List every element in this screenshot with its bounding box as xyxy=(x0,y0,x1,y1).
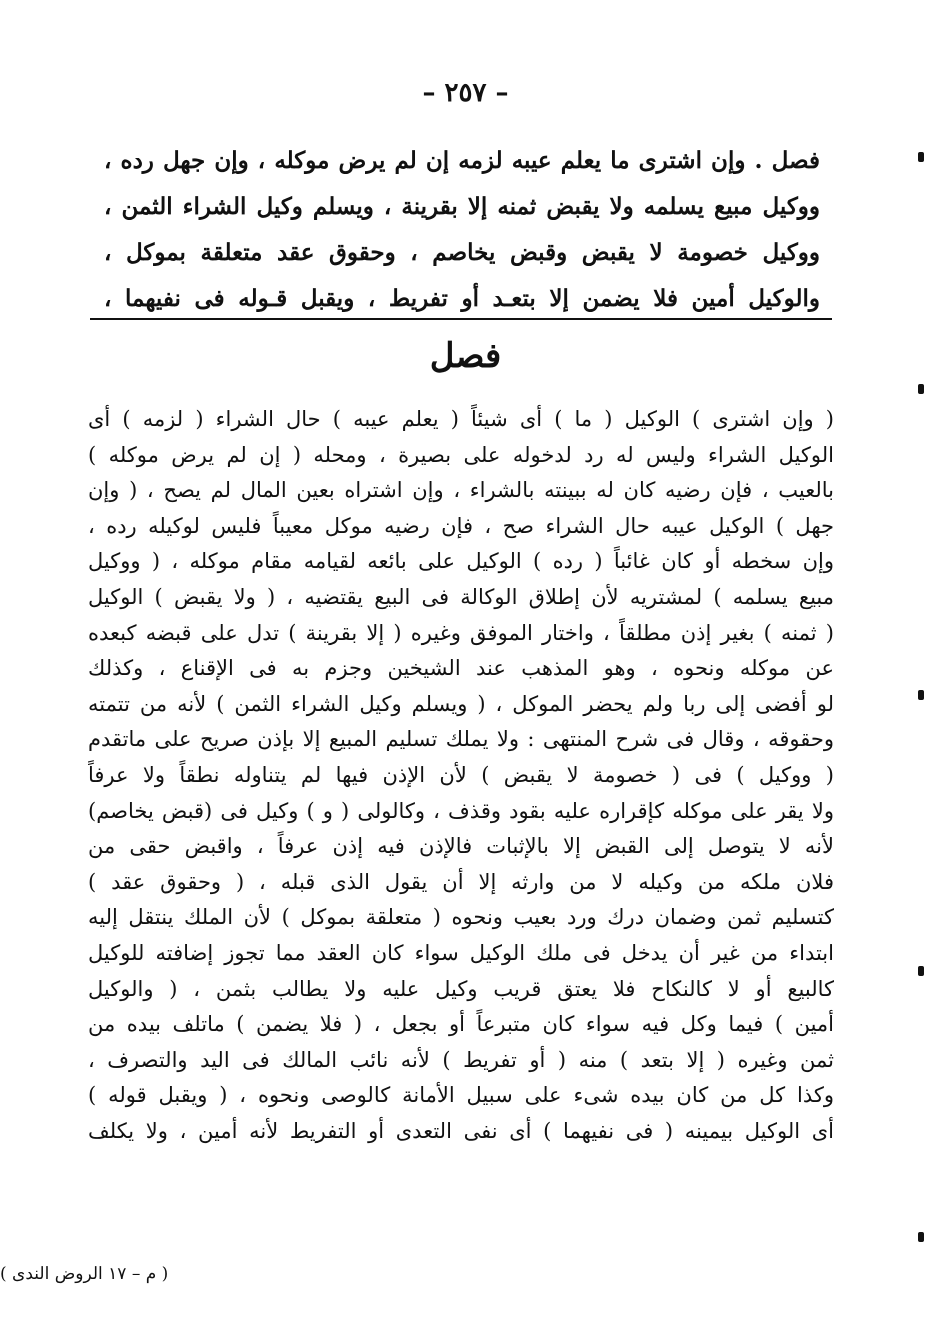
sharh-line: أى الوكيل بيمينه ( فى نفيهما ) أى نفى التعدى أو التفريط لأنه أمين ، ولا يكلف xyxy=(88,1118,834,1143)
sharh-line: مبيع يسلمه ) لمشتريه لأن إطلاق الوكالة فى البيع يقتضيه ، ( ولا يقبض ) الوكيل xyxy=(88,584,834,609)
horizontal-rule xyxy=(90,318,832,320)
sharh-line: لو أفضى إلى ربا ولم يحضر الموكل ، ( ويسلم وكيل الشراء الثمن ) لأنه من تتمته xyxy=(88,691,834,716)
margin-mark xyxy=(918,384,924,394)
sharh-line: جهل ) الوكيل عيبه حال الشراء صح ، فإن رضيه موكل معيباً فليس لوكيله رده ، xyxy=(88,513,834,538)
sharh-line: ( ثمنه ) بغير إذن مطلقاً ، واختار الموفق وغيره ( إلا بقرينة ) تدل على قبضه كبعده xyxy=(88,620,834,645)
page-number: – ٢٥٧ – xyxy=(422,78,509,108)
margin-mark xyxy=(918,690,924,700)
sharh-line: بالعيب ، فإن رضيه كان له ببينته بالشراء ، وإن اشتراه بعين المال لم يصح ، ( وإن xyxy=(88,478,834,503)
footer-signature xyxy=(0,1264,844,1284)
sharh-line: وإن سخطه أو كان غائباً ( رده ) الوكيل على بائعه لقيامه مقام موكله ، ( ووكيل xyxy=(88,549,834,574)
margin-mark xyxy=(918,966,924,976)
sharh-line: فلان ملكه من وكيله لا من وارثه إلا أن يقول الذى قبله ، ( وحقوق عقد ) xyxy=(88,869,834,894)
sharh-line: ( ووكيل ) فى ( خصومة لا يقبض ) لأن الإذن فيها لم يتناوله نطقاً ولا عرفاً xyxy=(88,762,834,787)
sharh-line: الوكيل الشراء وليس له رد لدخوله على بصيرة ، ومحله ( إن لم يرض موكله ) xyxy=(88,442,834,467)
footer-signature-text: ( م – ١٧ الروض الندى ) xyxy=(0,1264,169,1284)
matn-block xyxy=(104,138,820,322)
sharh-line: عن موكله ونحوه ، وهو المذهب عند الشيخين وجزم به فى الإقناع ، وكذلك xyxy=(88,656,834,681)
sharh-line: ثمن وغيره ( إلا بتعد ) منه ( أو تفريط ) لأنه نائب المالك فى اليد والتصرف ، xyxy=(88,1047,834,1072)
sharh-line: ابتداء من غير أن يدخل فى ملك الوكيل سواء كان العقد مما تجوز إضافته للوكيل xyxy=(88,940,834,965)
sharh-block xyxy=(88,402,834,1149)
sharh-line: ولا يقر على موكله كإقراره عليه بقود وقذف ، وكالولى ( و ) وكيل فى (قبض يخاصم) xyxy=(88,798,834,823)
margin-mark xyxy=(918,152,924,162)
sharh-line: كتسليم ثمن وضمان درك ورد بعيب ونحوه ( متعلقة بموكل ) لأن الملك ينتقل إليه xyxy=(88,905,834,930)
sharh-line: ( وإن اشترى ) الوكيل ( ما ) أى شيئاً ( يعلم عيبه ) حال الشراء ( لزمه ) أى xyxy=(88,407,834,431)
matn-line: ووكيل مبيع يسلمه ولا يقبض ثمنه إلا بقرينة ، ويسلم وكيل الشراء الثمن ، xyxy=(104,193,820,220)
matn-line: ووكيل خصومة لا يقبض وقبض يخاصم ، وحقوق عقد متعلقة بموكل ، xyxy=(104,239,820,266)
sharh-line: وكذا كل من كان بيده شىء على سبيل الأمانة كالوصى ونحوه ، ( ويقبل قوله ) xyxy=(88,1083,834,1108)
matn-line: فصل . وإن اشترى ما يعلم عيبه لزمه إن لم يرض موكله ، وإن جهل رده ، xyxy=(104,147,820,174)
sharh-line: لأنه لا يتوصل إلى القبض إلا بالإثبات فالإذن فيه إذن عرفاً ، واقبض حقى من xyxy=(88,834,834,859)
margin-mark xyxy=(918,1232,924,1242)
matn-line: والوكيل أمين فلا يضمن إلا بتعـد أو تفريط ، ويقبل قـوله فى نفيهما ، xyxy=(104,285,820,312)
sharh-line: وحقوقه ، وقال فى شرح المنتهى : ولا يملك تسليم المبيع إلا بإذن صريح على ماتقدم xyxy=(88,727,834,752)
sharh-line: كالبيع أو لا كالنكاح فلا يعتق قريب وكيل عليه ولا يطالب بثمن ، ( والوكيل xyxy=(88,976,834,1001)
sharh-line: أمين ) فيما وكل فيه سواء كان متبرعاً أو بجعل ، ( فلا يضمن ) ماتلف بيده من xyxy=(88,1012,834,1037)
section-heading: فصل xyxy=(429,336,502,376)
